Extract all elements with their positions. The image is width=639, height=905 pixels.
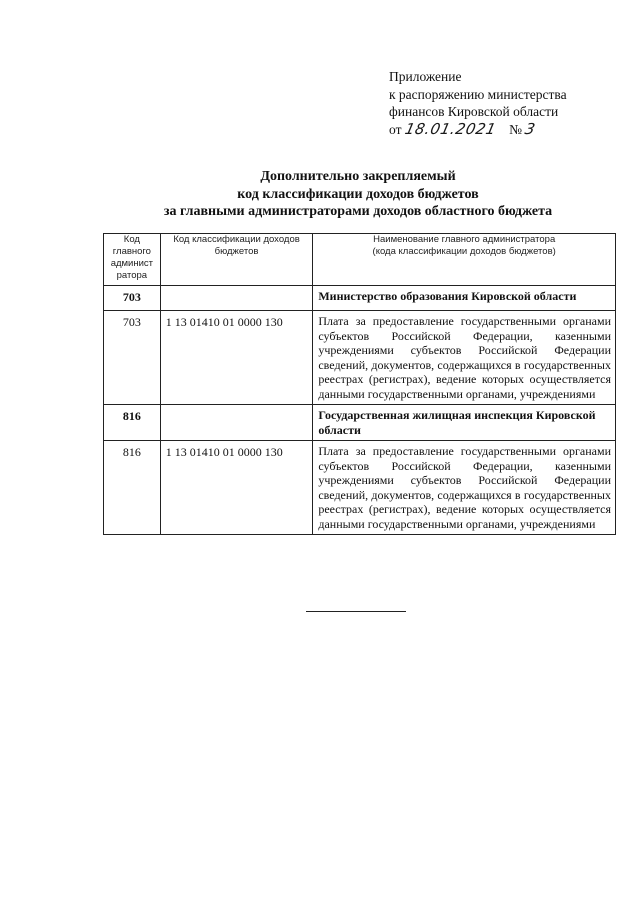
class-code-cell: 1 13 01410 01 0000 130 bbox=[160, 311, 313, 405]
date-value: 18.01.2021 bbox=[403, 119, 498, 138]
title-line-1: Дополнительно закрепляемый bbox=[260, 169, 456, 184]
admin-code-cell: 816 bbox=[104, 441, 161, 535]
appendix-line-1: Приложение bbox=[389, 69, 462, 84]
title-line-2: код классификации доходов бюджетов bbox=[237, 186, 479, 202]
table-row bbox=[104, 441, 616, 535]
table-row bbox=[104, 286, 616, 311]
admin-name-cell: Министерство образования Кировской области bbox=[313, 286, 616, 311]
revenue-codes-table bbox=[103, 233, 616, 535]
table-header-row bbox=[104, 234, 616, 286]
number-prefix: № bbox=[509, 121, 523, 137]
revenue-name-cell: Плата за предоставление государственными органами субъектов Российской Федерации, казенными учреждениями субъектов Российской Федерации сведений, документов, содержащихся в государственных реестрах (регистрах), ведение которых осуществляется данными государственными органами, учреждениями bbox=[313, 311, 616, 405]
class-code-cell bbox=[160, 405, 313, 441]
header-name bbox=[313, 234, 616, 286]
admin-code-cell: 703 bbox=[104, 286, 161, 311]
table-row bbox=[104, 405, 616, 441]
admin-name-cell: Государственная жилищная инспекция Кировской области bbox=[313, 405, 616, 441]
header-name-line-1: Наименование главного администратора bbox=[373, 234, 556, 245]
admin-code-cell: 816 bbox=[104, 405, 161, 441]
date-prefix: от bbox=[389, 121, 402, 137]
document-title bbox=[100, 168, 616, 221]
appendix-block bbox=[389, 68, 619, 138]
header-class-code: Код классификации доходов бюджетов bbox=[160, 234, 313, 286]
admin-code-cell: 703 bbox=[104, 311, 161, 405]
number-value: 3 bbox=[523, 119, 538, 138]
revenue-name-cell: Плата за предоставление государственными органами субъектов Российской Федерации, казенными учреждениями субъектов Российской Федерации сведений, документов, содержащихся в государственных реестрах (регистрах), ведение которых осуществляется данными государственными органами, учреждениями bbox=[313, 441, 616, 535]
appendix-line-2: к распоряжению министерства bbox=[389, 86, 567, 102]
class-code-cell: 1 13 01410 01 0000 130 bbox=[160, 441, 313, 535]
header-admin-code: Код главного админист ратора bbox=[104, 234, 161, 286]
title-line-3: за главными администраторами доходов областного бюджета bbox=[163, 204, 553, 219]
appendix-date-row bbox=[389, 121, 619, 139]
table-row bbox=[104, 311, 616, 405]
closing-divider bbox=[306, 611, 406, 612]
class-code-cell bbox=[160, 286, 313, 311]
header-name-line-2: (кода классификации доходов бюджетов) bbox=[372, 246, 556, 257]
appendix-line-3: финансов Кировской области bbox=[389, 104, 559, 119]
